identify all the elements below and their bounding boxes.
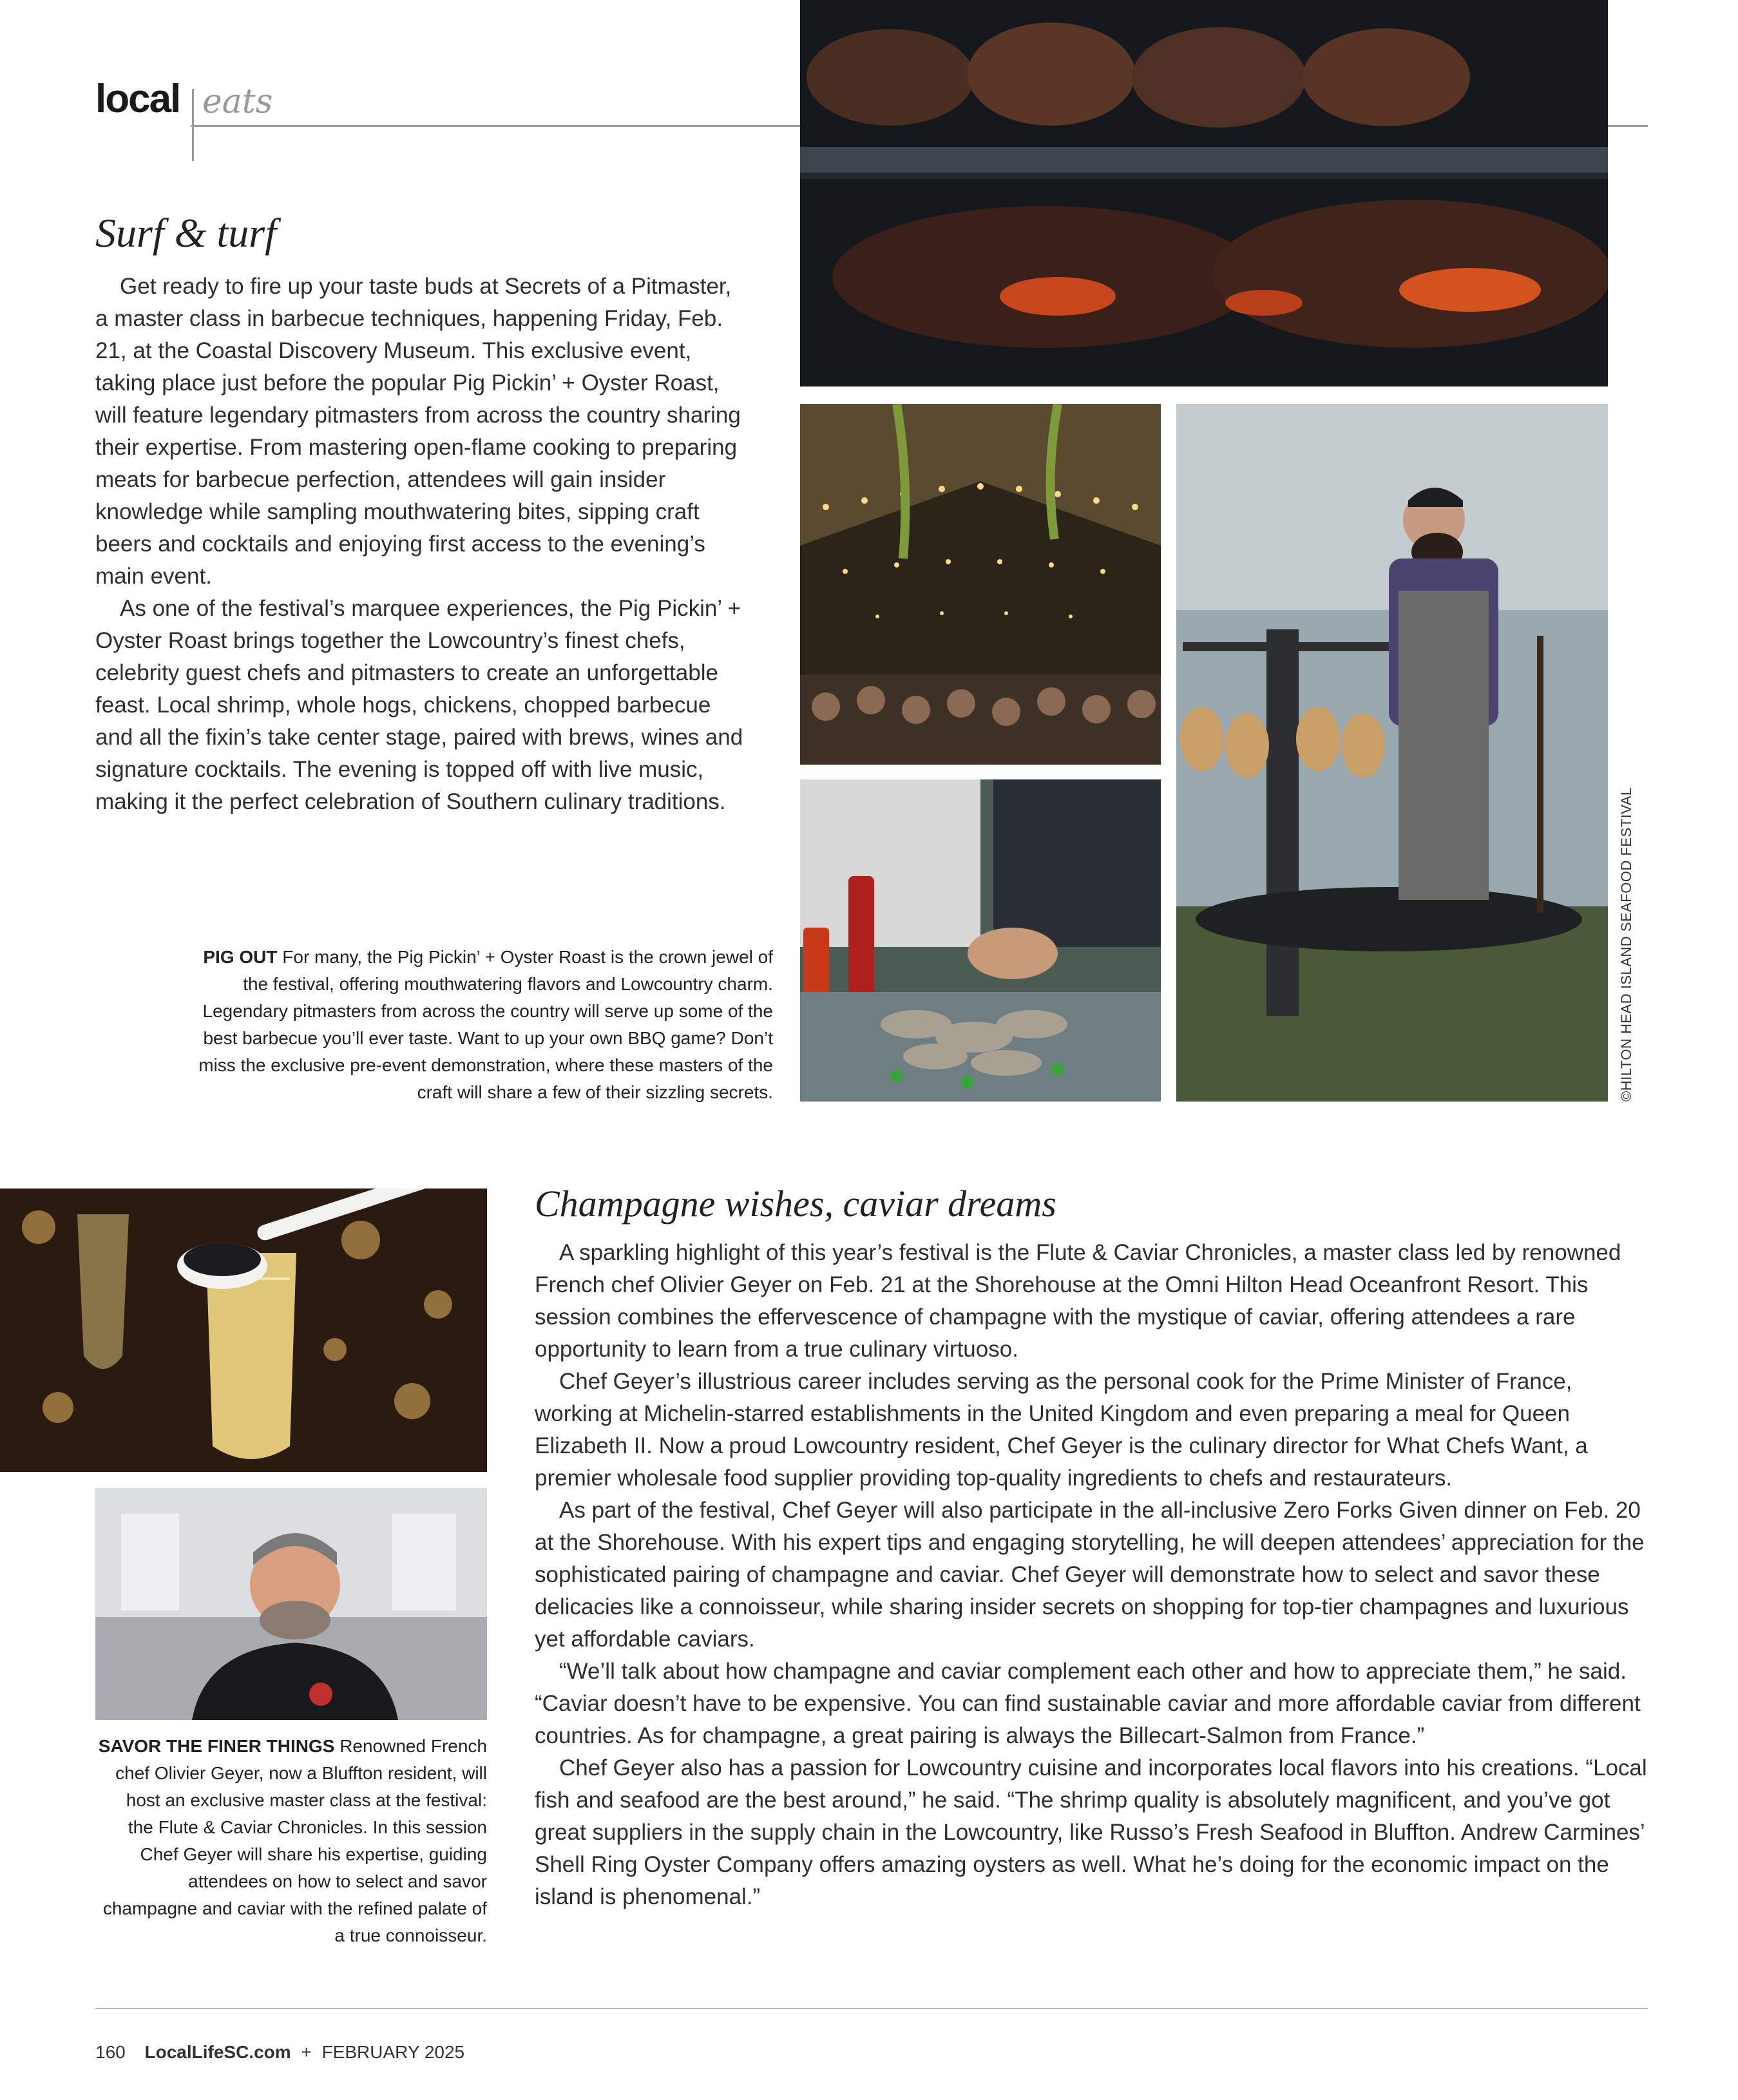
photo-credit: ©HILTON HEAD ISLAND SEAFOOD FESTIVAL <box>1618 787 1634 1102</box>
festival-tent-photo <box>800 404 1161 765</box>
champagne-heading: Champagne wishes, caviar dreams <box>535 1183 1056 1225</box>
surf-paragraph: As one of the festival’s marquee experiences, the Pig Pickin’ + Oyster Roast brings together the Lowcountry’s finest chefs, celebrity guest chefs and pitmasters to create an unforgettable feast. Local shrimp, whole hogs, chickens, chopped barbecue and all the fixin’s take center stage, paired with brews, wines and signature cocktails. The evening is topped off with live music, making it the perfect celebration of Southern culinary traditions. <box>95 596 743 814</box>
pitmaster-photo <box>1176 404 1608 1102</box>
chef-portrait-photo <box>95 1488 487 1720</box>
caption-lead: SAVOR THE FINER THINGS <box>98 1736 335 1756</box>
savor-caption <box>97 1733 487 1949</box>
surf-heading: Surf & turf <box>95 210 276 256</box>
champagne-body <box>535 1237 1649 1913</box>
site-link[interactable]: LocalLifeSC.com <box>144 2042 291 2062</box>
pig-out-caption <box>180 944 773 1106</box>
footer-rule <box>95 2008 1648 2009</box>
caption-text: Renowned French chef Olivier Geyer, now a Bluffton resident, will host an exclusive master class at the festival: the Flute & Caviar Chronicles. In this session Chef Geyer will share his expertise, guiding attendees on how to select and savor champagne and caviar with the refined palate of a true connoisseur. <box>102 1736 487 1945</box>
caption-text: For many, the Pig Pickin’ + Oyster Roast is the crown jewel of the festival, offering mouthwatering flavors and Lowcountry charm. Legendary pitmasters from across the country will serve up some of the best barbecue you’ll ever taste. Want to up your own BBQ game? Don’t miss the exclusive pre-event demonstration, where these masters of the craft will share a few of their sizzling secrets. <box>198 947 773 1102</box>
surf-paragraph: Get ready to fire up your taste buds at Secrets of a Pitmaster, a master class in barbecue techniques, happening Friday, Feb. 21, at the Coastal Discovery Museum. This exclusive event, taking place just before the popular Pig Pickin’ + Oyster Roast, will feature legendary pitmasters from across the country sharing their expertise. From mastering open-flame cooking to preparing meats for barbecue perfection, attendees will gain insider knowledge while sampling mouthwatering bites, sipping craft beers and cocktails and enjoying first access to the evening’s main event. <box>95 274 741 589</box>
champagne-caviar-photo <box>0 1188 487 1472</box>
oyster-table-photo <box>800 779 1161 1102</box>
footer-separator: + <box>301 2042 312 2062</box>
page-footer <box>95 2042 464 2063</box>
page-number: 160 <box>95 2042 126 2062</box>
caption-lead: PIG OUT <box>203 947 278 967</box>
champagne-paragraph: Chef Geyer’s illustrious career includes serving as the personal cook for the Prime Minister of France, working at Michelin-starred establishments in the United Kingdom and even preparing a meal for Queen Elizabeth II. Now a proud Lowcountry resident, Chef Geyer is the culinary director for What Chefs Want, a premier wholesale food supplier providing top-quality ingredients to chefs and restaurateurs. <box>535 1369 1588 1491</box>
bbq-grill-photo <box>800 0 1608 387</box>
champagne-paragraph: Chef Geyer also has a passion for Lowcountry cuisine and incorporates local flavors into his creations. “Local fish and seafood are the best around,” he said. “The shrimp quality is absolutely magnificent, and you’ve got great suppliers in the supply chain in the Lowcountry, like Russo’s Fresh Seafood in Bluffton. Andrew Carmines’ Shell Ring Oyster Company offers amazing oysters as well. What he’s doing for the economic impact on the island is phenomenal.” <box>535 1755 1647 1909</box>
champagne-paragraph: “We’ll talk about how champagne and caviar complement each other and how to appreciate them,” he said. “Caviar doesn’t have to be expensive. You can find sustainable caviar and more affordable caviar from different countries. As for champagne, a great pairing is always the Billecart-Salmon from France.” <box>535 1659 1641 1748</box>
section-brand: local <box>95 77 180 121</box>
section-tag: eats <box>202 82 273 121</box>
issue-date: FEBRUARY 2025 <box>321 2042 465 2062</box>
champagne-paragraph: A sparkling highlight of this year’s festival is the Flute & Caviar Chronicles, a master class led by renowned French chef Olivier Geyer on Feb. 21 at the Shorehouse at the Omni Hilton Head Oceanfront Resort. This session combines the effervescence of champagne with the mystique of caviar, offering attendees a rare opportunity to learn from a true culinary virtuoso. <box>535 1240 1621 1362</box>
surf-body <box>95 271 746 818</box>
champagne-paragraph: As part of the festival, Chef Geyer will also participate in the all-inclusive Zero Forks Given dinner on Feb. 20 at the Shorehouse. With his expert tips and engaging storytelling, he will deepen attendees’ appreciation for the sophisticated pairing of champagne and caviar. Chef Geyer will demonstrate how to select and savor these delicacies like a connoisseur, while sharing insider secrets on shopping for top-tier champagnes and luxurious yet affordable caviars. <box>535 1498 1645 1652</box>
